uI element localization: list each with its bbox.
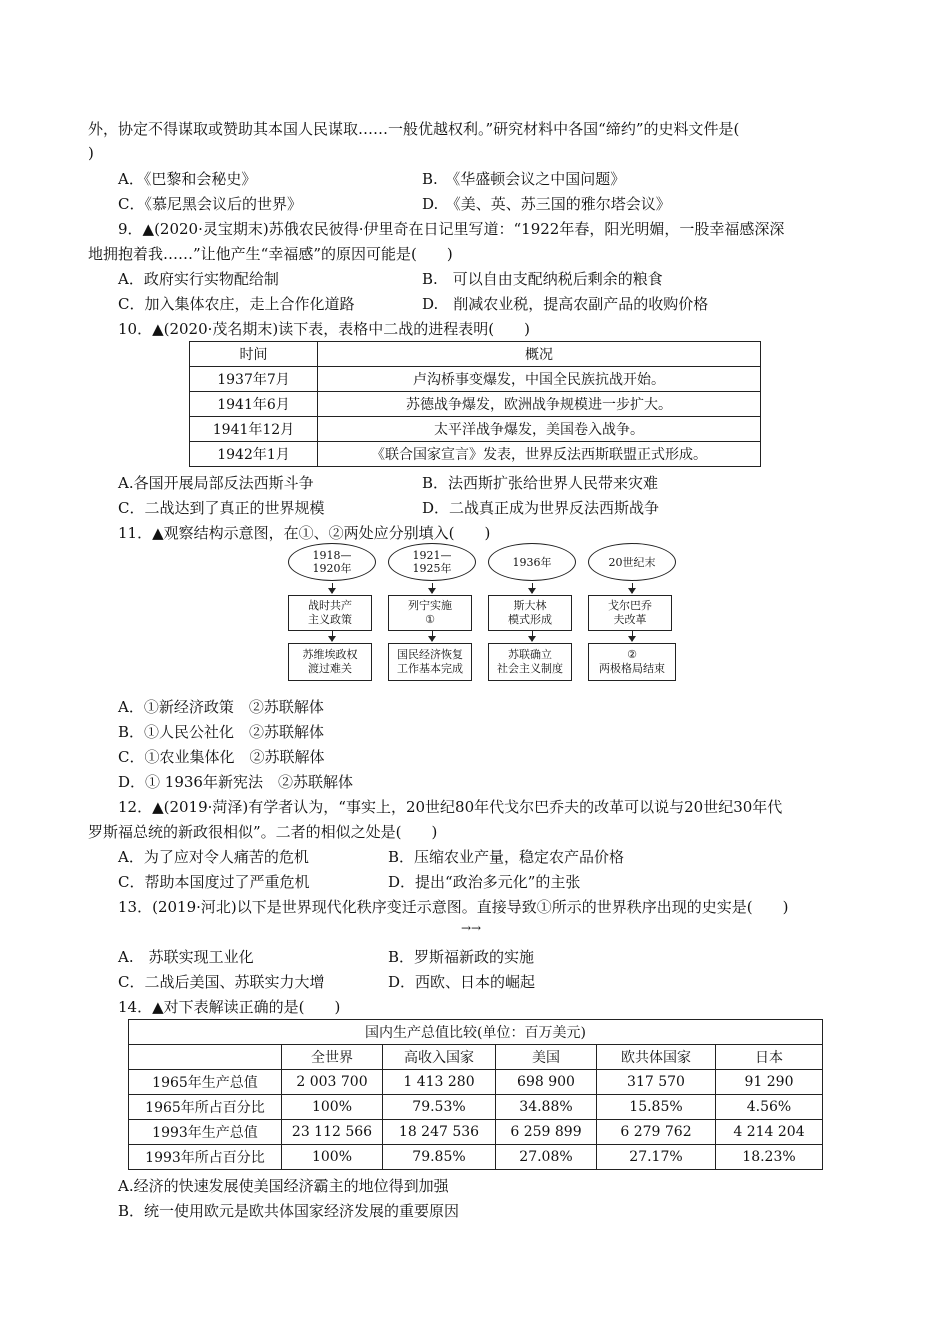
- q14-stem: 14．▲对下表解读正确的是( ): [118, 998, 341, 1016]
- table-cell: 4.56%: [716, 1095, 823, 1120]
- q13-option-d[interactable]: D．西欧、日本的崛起: [388, 973, 536, 991]
- diagram-result-box: 国民经济恢复 工作基本完成: [388, 643, 472, 681]
- table-cell: 2 003 700: [282, 1070, 383, 1095]
- table-cell: 34.88%: [496, 1095, 597, 1120]
- diagram-policy-box: 战时共产 主义政策: [288, 595, 372, 631]
- table-cell: 91 290: [716, 1070, 823, 1095]
- q11-option-d[interactable]: D．① 1936年新宪法 ②苏联解体: [118, 773, 353, 791]
- arrow-down-icon: [432, 631, 433, 641]
- table-cell: 79.53%: [383, 1095, 496, 1120]
- q11-option-c[interactable]: C．①农业集体化 ②苏联解体: [118, 748, 325, 766]
- q12-option-a[interactable]: A．为了应对令人痛苦的危机: [118, 848, 309, 866]
- q8-stem-line1: 外，协定不得谋取或赞助其本国人民谋取……一般优越权利。”研究材料中各国“缔约”的史料文件是(: [88, 120, 740, 138]
- q11-stem: 11．▲观察结构示意图，在①、②两处应分别填入( ): [118, 524, 491, 542]
- q8-option-b[interactable]: B. 《华盛顿会议之中国问题》: [422, 170, 626, 188]
- table-row: [190, 392, 761, 417]
- table-cell: 23 112 566: [282, 1120, 383, 1145]
- table-cell: 1942年1月: [190, 442, 318, 467]
- table-cell: 苏德战争爆发，欧洲战争规模进一步扩大。: [318, 392, 761, 417]
- q10-option-b[interactable]: B．法西斯扩张给世界人民带来灾难: [422, 474, 659, 492]
- table-row: [190, 442, 761, 467]
- q8-option-a[interactable]: A．《巴黎和会秘史》: [118, 170, 257, 188]
- arrow-down-icon: [432, 583, 433, 593]
- diagram-result-box: 苏联确立 社会主义制度: [488, 643, 572, 681]
- diagram-result-box: ② 两极格局结束: [588, 643, 676, 681]
- table-row: [129, 1070, 823, 1095]
- q11-option-a[interactable]: A．①新经济政策 ②苏联解体: [118, 698, 324, 716]
- table-header-cell: 美国: [496, 1045, 597, 1070]
- q12-option-b[interactable]: B．压缩农业产量，稳定农产品价格: [388, 848, 625, 866]
- diagram-policy-box: 斯大林 模式形成: [488, 595, 572, 631]
- q13-stem: 13．(2019·河北)以下是世界现代化秩序变迁示意图。直接导致①所示的世界秩序出现的史实是( ): [118, 898, 789, 916]
- table-row: [129, 1145, 823, 1170]
- q13-option-b[interactable]: B．罗斯福新政的实施: [388, 948, 535, 966]
- table-cell: 6 259 899: [496, 1120, 597, 1145]
- table-cell: 18.23%: [716, 1145, 823, 1170]
- table-row: [129, 1095, 823, 1120]
- table-cell: 4 214 204: [716, 1120, 823, 1145]
- table-header-cell: [129, 1045, 282, 1070]
- table-row: [129, 1120, 823, 1145]
- q14-option-a[interactable]: A.经济的快速发展使美国经济霸主的地位得到加强: [118, 1177, 449, 1195]
- arrow-down-icon: [332, 583, 333, 593]
- q9-stem-line1: 9．▲(2020·灵宝期末)苏俄农民彼得·伊里奇在日记里写道：“1922年春，阳光明媚，一股幸福感深深: [118, 220, 785, 238]
- q9-option-c[interactable]: C．加入集体农庄，走上合作化道路: [118, 295, 355, 313]
- table-cell: 1993年所占百分比: [129, 1145, 282, 1170]
- table-header-cell: 日本: [716, 1045, 823, 1070]
- table-cell: 79.85%: [383, 1145, 496, 1170]
- q10-option-d[interactable]: D．二战真正成为世界反法西斯战争: [422, 499, 660, 517]
- q9-option-b[interactable]: B. 可以自由支配纳税后剩余的粮食: [422, 270, 663, 288]
- table-cell: 1965年所占百分比: [129, 1095, 282, 1120]
- q10-option-c[interactable]: C．二战达到了真正的世界规模: [118, 499, 325, 517]
- table-cell: 27.17%: [597, 1145, 716, 1170]
- diagram-oval-1918: 1918— 1920年: [288, 543, 376, 581]
- table-header-cell: 全世界: [282, 1045, 383, 1070]
- q12-stem-line1: 12．▲(2019·菏泽)有学者认为，“事实上，20世纪80年代戈尔巴乔夫的改革可以说与20世纪30年代: [118, 798, 783, 816]
- q10-option-a[interactable]: A.各国开展局部反法西斯斗争: [118, 474, 314, 492]
- structure-diagram: [284, 541, 680, 683]
- table-cell: 1965年生产总值: [129, 1070, 282, 1095]
- q11-option-b[interactable]: B．①人民公社化 ②苏联解体: [118, 723, 325, 741]
- q8-stem-line2: ): [88, 144, 94, 162]
- diagram-result-box: 苏维埃政权 渡过难关: [288, 643, 372, 681]
- arrow-down-icon: [532, 631, 533, 641]
- table-cell: 317 570: [597, 1070, 716, 1095]
- q14-option-b[interactable]: B．统一使用欧元是欧共体国家经济发展的重要原因: [118, 1202, 460, 1220]
- q12-option-c[interactable]: C．帮助本国度过了严重危机: [118, 873, 310, 891]
- table-cell: 100%: [282, 1095, 383, 1120]
- table-cell: 15.85%: [597, 1095, 716, 1120]
- arrow-down-icon: [332, 631, 333, 641]
- q13-option-c[interactable]: C．二战后美国、苏联实力大增: [118, 973, 325, 991]
- table-cell: 1 413 280: [383, 1070, 496, 1095]
- q8-option-d[interactable]: D. 《美、英、苏三国的雅尔塔会议》: [422, 195, 671, 213]
- q13-option-a[interactable]: A. 苏联实现工业化: [118, 948, 254, 966]
- table-cell: 6 279 762: [597, 1120, 716, 1145]
- q9-option-a[interactable]: A．政府实行实物配给制: [118, 270, 279, 288]
- arrow-down-icon: [632, 583, 633, 593]
- q13-arrows: →→: [461, 921, 482, 935]
- table-header-cell: 时间: [190, 342, 318, 367]
- diagram-oval-1921: 1921— 1925年: [388, 543, 476, 581]
- q8-option-c[interactable]: C．《慕尼黑会议后的世界》: [118, 195, 302, 213]
- table-cell: 18 247 536: [383, 1120, 496, 1145]
- table-cell: 卢沟桥事变爆发，中国全民族抗战开始。: [318, 367, 761, 392]
- table-header-cell: 概况: [318, 342, 761, 367]
- q12-option-d[interactable]: D．提出“政治多元化”的主张: [388, 873, 581, 891]
- table-cell: 1941年12月: [190, 417, 318, 442]
- table-row: [190, 367, 761, 392]
- arrow-down-icon: [632, 631, 633, 641]
- table-cell: 1937年7月: [190, 367, 318, 392]
- table-header-cell: 高收入国家: [383, 1045, 496, 1070]
- table-title: 国内生产总值比较(单位：百万美元): [129, 1020, 823, 1045]
- diagram-oval-20c: 20世纪末: [588, 543, 676, 581]
- table-cell: 100%: [282, 1145, 383, 1170]
- table-cell: 1993年生产总值: [129, 1120, 282, 1145]
- q9-option-d[interactable]: D. 削减农业税，提高农副产品的收购价格: [422, 295, 709, 313]
- table-cell: 698 900: [496, 1070, 597, 1095]
- table-cell: 27.08%: [496, 1145, 597, 1170]
- q14-gdp-table: [128, 1019, 823, 1170]
- table-row: [190, 417, 761, 442]
- table-header-cell: 欧共体国家: [597, 1045, 716, 1070]
- table-cell: 太平洋战争爆发，美国卷入战争。: [318, 417, 761, 442]
- q10-stem: 10．▲(2020·茂名期末)读下表，表格中二战的进程表明( ): [118, 320, 530, 338]
- diagram-policy-box: 戈尔巴乔 夫改革: [588, 595, 672, 631]
- table-cell: 1941年6月: [190, 392, 318, 417]
- q9-stem-line2: 地拥抱着我……”让他产生“幸福感”的原因可能是( ): [88, 245, 453, 263]
- diagram-policy-box: 列宁实施 ①: [388, 595, 472, 631]
- table-cell: 《联合国家宣言》发表，世界反法西斯联盟正式形成。: [318, 442, 761, 467]
- q10-table: [189, 341, 761, 467]
- diagram-oval-1936: 1936年: [488, 543, 576, 581]
- q12-stem-line2: 罗斯福总统的新政很相似”。二者的相似之处是( ): [88, 823, 438, 841]
- arrow-down-icon: [532, 583, 533, 593]
